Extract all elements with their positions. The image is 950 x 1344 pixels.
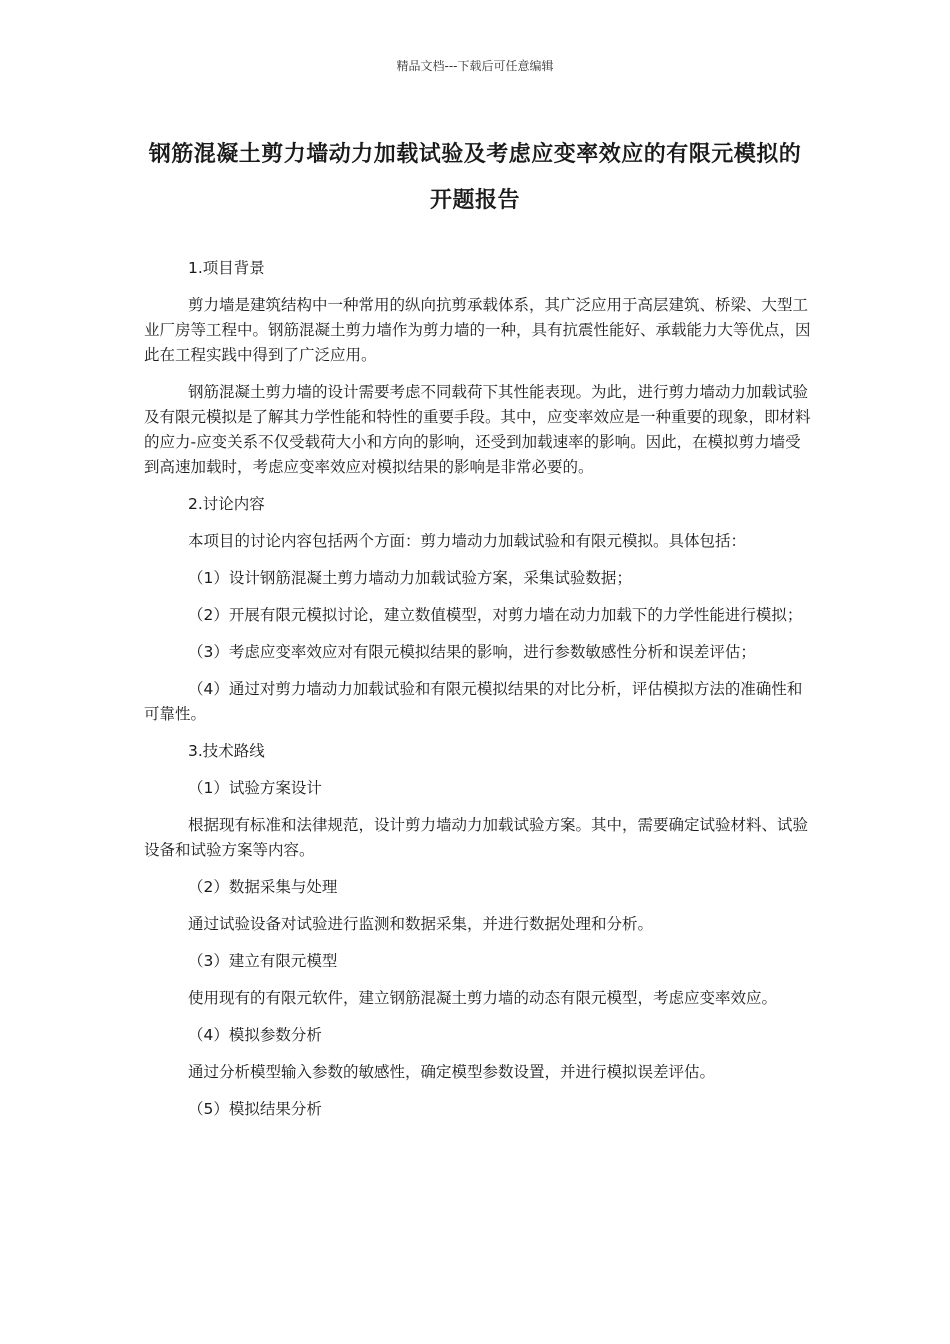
paragraph: 通过试验设备对试验进行监测和数据采集，并进行数据处理和分析。 [188,915,654,933]
section-heading-background: 1.项目背景 [188,259,265,277]
paragraph: 剪力墙是建筑结构中一种常用的纵向抗剪承载体系，其广泛应用于高层建筑、桥梁、大型工业厂房等工程中。钢筋混凝土剪力墙作为剪力墙的一种，具有抗震性能好、承载能力大等优点，因此在工程实践中得到了广泛应用。 [144,296,811,364]
list-item: （1）设计钢筋混凝土剪力墙动力加载试验方案，采集试验数据； [188,569,632,587]
paragraph: 通过分析模型输入参数的敏感性，确定模型参数设置，并进行模拟误差评估。 [188,1063,716,1081]
page-header: 精品文档---下载后可任意编辑 [396,59,554,73]
document-title: 钢筋混凝土剪力墙动力加载试验及考虑应变率效应的有限元模拟的开题报告 [148,142,802,213]
subheading: （1）试验方案设计 [188,779,322,797]
list-item: （4）通过对剪力墙动力加载试验和有限元模拟结果的对比分析，评估模拟方法的准确性和可靠性。 [144,680,803,723]
paragraph: 本项目的讨论内容包括两个方面：剪力墙动力加载试验和有限元模拟。具体包括： [188,532,747,550]
document-body [144,256,812,1134]
list-item: （2）开展有限元模拟讨论，建立数值模型，对剪力墙在动力加载下的力学性能进行模拟； [188,606,803,624]
section-heading-technical-route: 3.技术路线 [188,742,265,760]
subheading: （5）模拟结果分析 [188,1100,322,1118]
list-item: （3）考虑应变率效应对有限元模拟结果的影响，进行参数敏感性分析和误差评估； [188,643,756,661]
paragraph: 根据现有标准和法律规范，设计剪力墙动力加载试验方案。其中，需要确定试验材料、试验设备和试验方案等内容。 [144,816,809,859]
paragraph: 使用现有的有限元软件，建立钢筋混凝土剪力墙的动态有限元模型，考虑应变率效应。 [188,989,778,1007]
subheading: （3）建立有限元模型 [188,952,338,970]
paragraph: 钢筋混凝土剪力墙的设计需要考虑不同载荷下其性能表现。为此，进行剪力墙动力加载试验及有限元模拟是了解其力学性能和特性的重要手段。其中，应变率效应是一种重要的现象，即材料的应力-应变关系不仅受载荷大小和方向的影响，还受到加载速率的影响。因此，在模拟剪力墙受到高速加载时，考虑应变率效应对模拟结果的影响是非常必要的。 [144,383,811,476]
section-heading-discussion: 2.讨论内容 [188,495,265,513]
subheading: （2）数据采集与处理 [188,878,338,896]
subheading: （4）模拟参数分析 [188,1026,322,1044]
